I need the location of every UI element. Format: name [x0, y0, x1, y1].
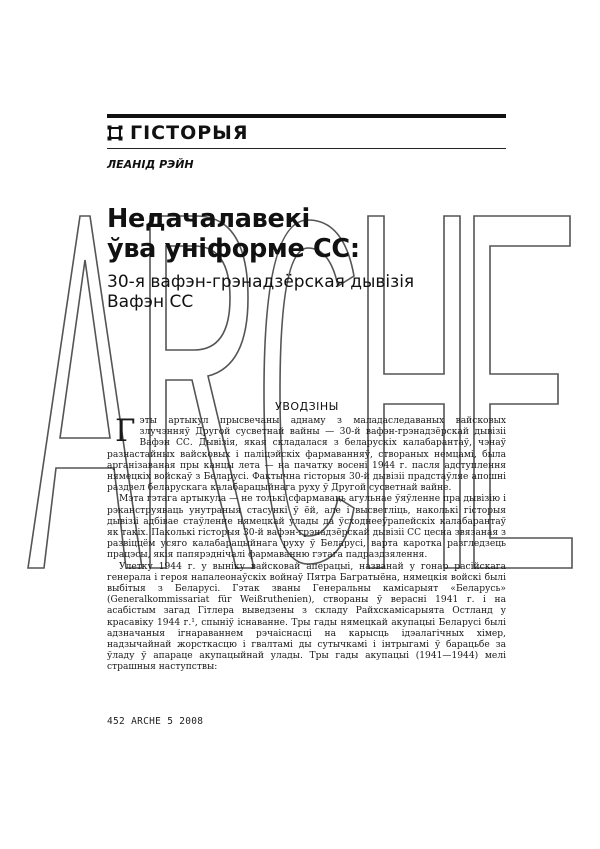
paragraph-1 — [107, 413, 506, 494]
paragraph-3: Улетку 1944 г. у выніку вайсковай аперацыі, названай у гонар расійскага генерала і героя напалеонаўскіх войнаў Пятра Багратыёна, нямецкія войскі былі выбітыя з Беларусі. Гэтак званы Генеральны камісарыят «Беларусь» (Generalkommissariat für Weißruthenien), створаны ў верасні 1941 г. і на асабістым загад Гітлера выведзены з складу Райхскамісарыята Остланд у красавіку 1944 г.¹, спыніў існаванне. Тры гады нямецкай акупацыі Беларусі былі адзначаныя ігнараваннем рэчаіснасці на карысць ідэалагічных хімер, надзычайнай жорсткасцю і гвалтамі ды сутычкамі і інтрыгамі ў барацьбе за ўладу ў апараце акупацыйнай улады. Тры гады акупацыі (1941—1944) мелі страшныя наступствы: — [107, 561, 506, 673]
author-name: ЛЕАНІД РЭЙН — [107, 158, 194, 171]
drop-cap: Г — [115, 413, 136, 449]
article-subtitle — [107, 272, 507, 312]
section-header — [107, 121, 248, 145]
subtitle-line-1: 30-я вафэн-грэнадзёрская дывізія — [107, 272, 415, 292]
section-rule-top — [107, 114, 506, 118]
title-line-1: Недачалавекі — [107, 204, 310, 234]
section-title: ГІСТОРЫЯ — [130, 122, 249, 144]
page-footer: 452 ARCHE 5 2008 — [107, 716, 204, 727]
intro-heading: УВОДЗІНЫ — [275, 400, 339, 413]
article-title — [107, 204, 507, 264]
paragraph-2: Мэта гэтага артыкула — не толькі сфармаваць агульнае ўяўленне пра дывізію і рэканструяваць унутраныя стасункі ў ёй, але і высветліць, наколькі гісторыя дывізіі адбівае стаўленне нямецкай улады да ўсходнееўрапейскіх калабарантаў як такіх. Паколькі гісторыя 30-й вафэн-грэнадзёрскай дывізіі СС цесна звязаная з развіццём усяго калабарацыйнага руху ў Беларусі, варта кароткa разгледзець працэсы, якія папярэднічалі фармаванню гэтага падраздзялення. — [107, 494, 506, 561]
article-body — [107, 413, 506, 674]
paragraph-1-text: эты артыкул прысвечаны аднаму з маладаследаваных вайсковых злучэнняў Другой сусветнай вайны — 30-й вафэн-грэнадзёрскай дывізіі Вафэн СС. Дывізія, якая складалася з беларускіх калабарантаў, чэнаў разнастайных вайсковых і паліцэйскіх фармаванняў, створаных немцамі, была арганізаваная пры канцы лета — на пачатку восені 1944 г. пасля адступлення нямецкіх войскаў з Беларусі. Фактычна гісторыя 30-й дывізіі прадстаўляе апошні раздзел беларускага калабарацыйнага руху ў Другой сусветнай вайне. — [107, 416, 506, 494]
title-line-2: ўва уніформе СС: — [107, 234, 360, 264]
square-ornament-icon — [107, 125, 123, 141]
subtitle-line-2: Вафэн СС — [107, 292, 194, 312]
section-rule-bottom — [107, 148, 506, 149]
